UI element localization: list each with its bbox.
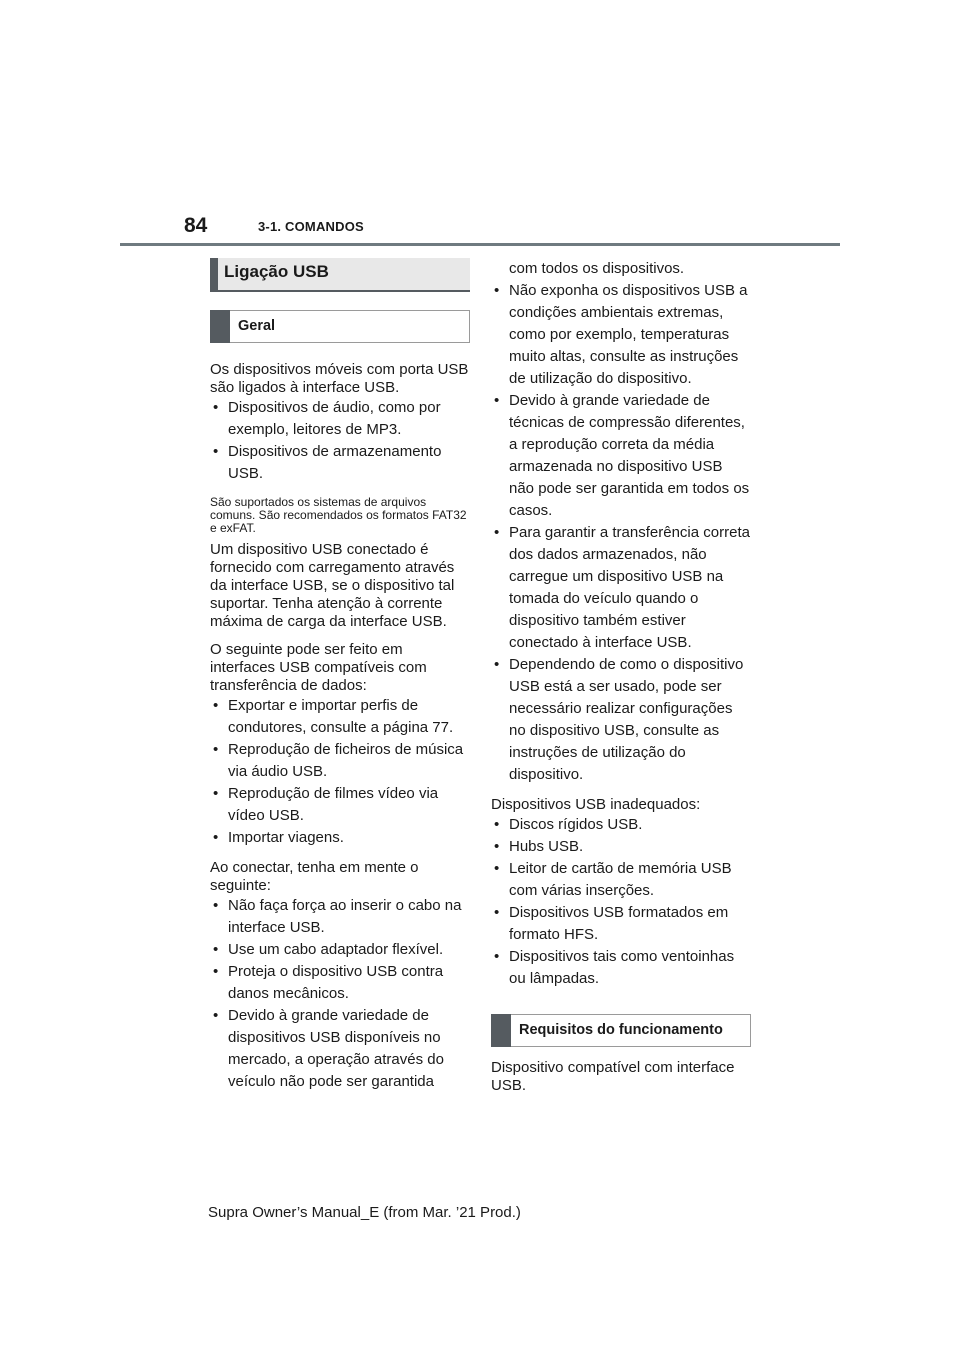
list-item: • Não faça força ao inserir o cabo na interface USB. [210, 895, 470, 939]
list-item: • Dispositivos de armazenamento USB. [210, 441, 470, 485]
unsuitable-list [491, 814, 751, 990]
continuation-text: com todos os dispositivos. [509, 260, 685, 277]
section-label: 3-1. COMANDOS [258, 219, 364, 234]
list-item: • Hubs USB. [491, 836, 751, 858]
list-item: • Exportar e importar perfis de condutores, consulte a página 77. [210, 695, 470, 739]
list-item: • Para garantir a transferência correta dos dados armazenados, não carregue um dispositivo USB na tomada do veículo quando o dispositivo também estiver conectado à interface USB. [491, 522, 751, 654]
list-item: • Leitor de cartão de memória USB com várias inserções. [491, 858, 751, 902]
subheading-general [210, 310, 470, 343]
intro-list [210, 397, 470, 485]
header-rule [120, 243, 840, 246]
charging-paragraph: Um dispositivo USB conectado é fornecido com carregamento através da interface USB, se o dispositivo tal suportar. Tenha atenção à corrente máxima de carga da interface USB. [210, 541, 455, 630]
list-item: • Proteja o dispositivo USB contra danos mecânicos. [210, 961, 470, 1005]
footer-text: Supra Owner’s Manual_E (from Mar. ’21 Prod.) [208, 1204, 521, 1221]
features-intro: O seguinte pode ser feito em interfaces USB compatíveis com transferência de dados: [210, 641, 427, 694]
list-item: • Reprodução de filmes vídeo via vídeo USB. [210, 783, 470, 827]
subheading-requirements [491, 1014, 751, 1047]
list-item: • Reprodução de ficheiros de música via áudio USB. [210, 739, 470, 783]
connect-intro: Ao conectar, tenha em mente o seguinte: [210, 859, 419, 894]
list-item: • Dispositivos de áudio, como por exemplo, leitores de MP3. [210, 397, 470, 441]
unsuitable-intro: Dispositivos USB inadequados: [491, 796, 701, 813]
subheading-bar [491, 1014, 511, 1047]
list-item: • Use um cabo adaptador flexível. [210, 939, 470, 961]
list-item: • Não exponha os dispositivos USB a condições ambientais extremas, como por exemplo, temperaturas muito altas, consulte as instruções de utilização do dispositivo. [491, 280, 751, 390]
list-item: • Devido à grande variedade de dispositivos USB disponíveis no mercado, a operação através do veículo não pode ser garantida [210, 1005, 470, 1093]
connect-list [210, 895, 470, 1093]
subheading-requirements-label: Requisitos do funcionamento [519, 1022, 723, 1038]
page-number: 84 [184, 214, 208, 237]
section-heading [210, 258, 470, 292]
requirements-text: Dispositivo compatível com interface USB. [491, 1059, 735, 1094]
note-text: São suportados os sistemas de arquivos comuns. São recomendados os formatos FAT32 e exFAT. [210, 495, 467, 535]
continued-list [491, 258, 751, 786]
subheading-general-label: Geral [238, 318, 276, 334]
list-item: • Dispositivos tais como ventoinhas ou lâmpadas. [491, 946, 751, 990]
section-title: Ligação USB [224, 262, 329, 281]
list-item: • Importar viagens. [210, 827, 470, 849]
list-item: • Dependendo de como o dispositivo USB está a ser usado, pode ser necessário realizar configurações no dispositivo USB, consulte as instruções de utilização do dispositivo. [491, 654, 751, 786]
heading-bar [210, 258, 218, 292]
features-list [210, 695, 470, 849]
intro-paragraph: Os dispositivos móveis com porta USB são ligados à interface USB. [210, 361, 469, 396]
list-item: • Discos rígidos USB. [491, 814, 751, 836]
list-item: • Devido à grande variedade de técnicas de compressão diferentes, a reprodução correta da média armazenada no dispositivo USB não pode ser garantida em todos os casos. [491, 390, 751, 522]
left-column [210, 258, 470, 1093]
list-item: • Dispositivos USB formatados em formato HFS. [491, 902, 751, 946]
subheading-bar [210, 310, 230, 343]
right-column [491, 258, 751, 1095]
